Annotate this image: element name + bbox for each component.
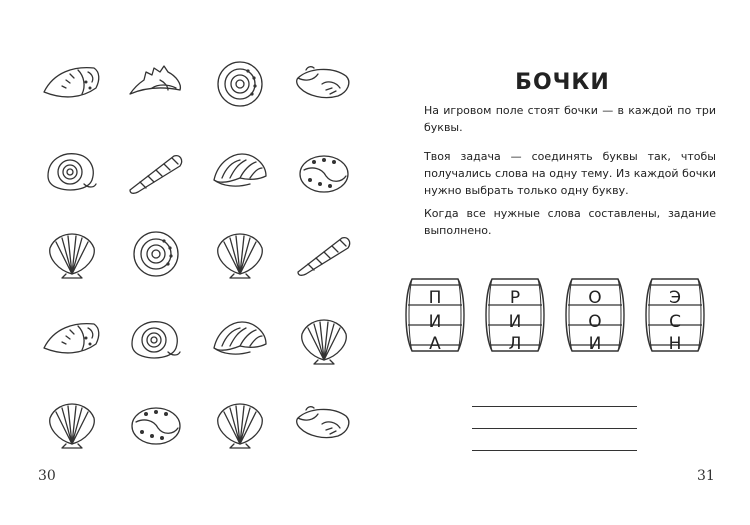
conch-shell-icon <box>292 58 356 110</box>
barrel-letter[interactable]: Р <box>509 288 521 308</box>
auger-shell-icon <box>292 228 356 280</box>
barrel-letter[interactable]: И <box>508 312 522 332</box>
cowrie-shell-icon <box>292 146 356 198</box>
barrel-letter[interactable]: П <box>428 288 442 308</box>
barrel-2 <box>480 275 550 355</box>
cone-shell-icon <box>40 314 104 366</box>
instruction-paragraph-3: Когда все нужные слова составлены, задание выполнено. <box>424 207 716 237</box>
page-title: БОЧКИ <box>515 70 610 95</box>
snail-shell-icon <box>40 146 104 198</box>
barrel-letter[interactable]: О <box>588 312 602 332</box>
scallop-shell-icon <box>208 228 272 280</box>
answer-line-2[interactable] <box>472 428 637 429</box>
barrel-4 <box>640 275 710 355</box>
clam-shell-icon <box>208 314 272 366</box>
cone-shell-icon <box>40 58 104 110</box>
barrel-letter[interactable]: Н <box>668 334 682 354</box>
barrel-1 <box>400 275 470 355</box>
snail-shell-icon <box>124 314 188 366</box>
clam-shell-icon <box>208 146 272 198</box>
spiral-snail-shell-icon <box>208 58 272 110</box>
barrel-3 <box>560 275 630 355</box>
scallop-shell-icon <box>40 398 104 450</box>
answer-line-1[interactable] <box>472 406 637 407</box>
answer-line-3[interactable] <box>472 450 637 451</box>
barrel-letter[interactable]: Л <box>508 334 522 354</box>
barrel-letter[interactable]: С <box>669 312 681 332</box>
barrel-letter[interactable]: Э <box>669 288 681 308</box>
scallop-shell-icon <box>208 398 272 450</box>
seashells-grid <box>40 58 360 458</box>
conch-shell-icon <box>292 398 356 450</box>
cowrie-shell-icon <box>124 398 188 450</box>
barrel-letter[interactable]: А <box>429 334 441 354</box>
page-number-right: 31 <box>697 468 715 484</box>
scallop-shell-icon <box>40 228 104 280</box>
right-page <box>375 0 750 525</box>
scallop-shell-icon <box>292 314 356 366</box>
instruction-paragraph-2: Твоя задача — соединять буквы так, чтобы получались слова на одну тему. Из каждой бочки нужно выбрать только одну букву. <box>424 150 716 197</box>
instruction-paragraph-1: На игровом поле стоят бочки — в каждой по три буквы. <box>424 104 716 134</box>
spiral-snail-shell-icon <box>124 228 188 280</box>
barrel-letter[interactable]: О <box>588 288 602 308</box>
barrel-letter[interactable]: И <box>588 334 602 354</box>
spiky-shell-icon <box>124 58 188 110</box>
barrel-letter[interactable]: И <box>428 312 442 332</box>
page-number-left: 30 <box>38 468 56 484</box>
auger-shell-icon <box>124 146 188 198</box>
